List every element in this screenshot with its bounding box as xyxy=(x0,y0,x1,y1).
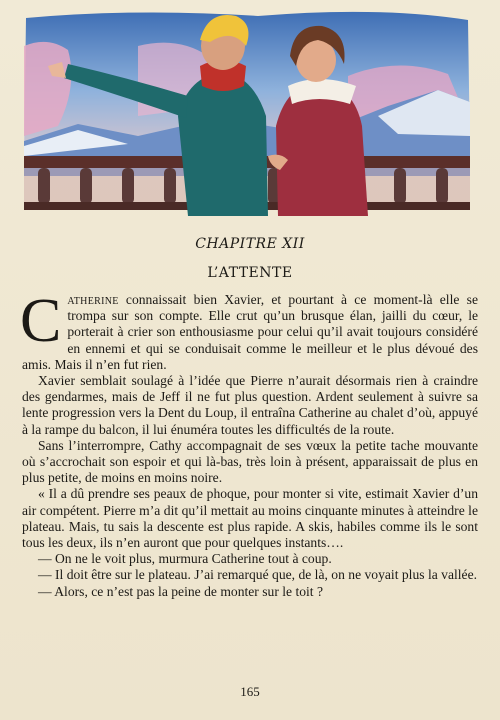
paragraph: — Alors, ce n’est pas la peine de monter sur le toit ? xyxy=(38,583,324,599)
paragraph: — On ne le voit plus, murmura Catherine tout à coup. xyxy=(38,551,332,567)
opening-word-rest: atherine xyxy=(67,292,119,307)
drop-cap: C xyxy=(20,287,62,355)
paragraph-text: connaissait bien Xavier, et pourtant à ce moment-là elle se trompa sur son compte. Elle crut qu’un brusque élan, jailli du cœur, le porterait à crier son enthousiasme pour celui qu’il avait toujours considéré en ennemi et qui se conduisait comme le meilleur et le plus dévoué des amis. Mais il n’en fut rien. xyxy=(22,292,478,372)
paragraph: Sans l’interrompre, Cathy accompagnait de ses vœux la petite tache mouvante où s’accrochait son espoir et qui là-bas, très loin à présent, apparaissait de plus en plus petite, de moins en moins noire. xyxy=(22,437,478,486)
chapter-title: L’ATTENTE xyxy=(207,265,293,281)
chapter-illustration xyxy=(18,6,474,221)
page-number: 165 xyxy=(240,684,260,699)
paragraph: « Il a dû prendre ses peaux de phoque, pour monter si vite, estimait Xavier d’un air compétent. Pierre m’a dit qu’il mettait au moins cinquante minutes à atteindre le plateau. Mais, tu sais la descente est plus rapide. A skis, habiles comme ils le sont tous les deux, ils n’en auront que pour quelques instants…. xyxy=(22,486,478,551)
paragraph: Xavier semblait soulagé à l’idée que Pierre n’aurait désormais rien à craindre des gendarmes, mais de Jeff il ne fut plus question. Ardent seulement à suivre sa lente progression vers la Dent du Loup, il entraîna Catherine au chalet d’où, appuyé à la rampe du balcon, il lui énuméra toutes les difficultés de la route. xyxy=(22,373,478,437)
chapter-body xyxy=(20,287,478,600)
paragraph: — Il doit être sur le plateau. J’ai remarqué que, de là, on ne voyait plus la vallée. xyxy=(38,567,477,583)
paragraph xyxy=(20,287,478,373)
chapter-number: CHAPITRE XII xyxy=(195,236,305,252)
